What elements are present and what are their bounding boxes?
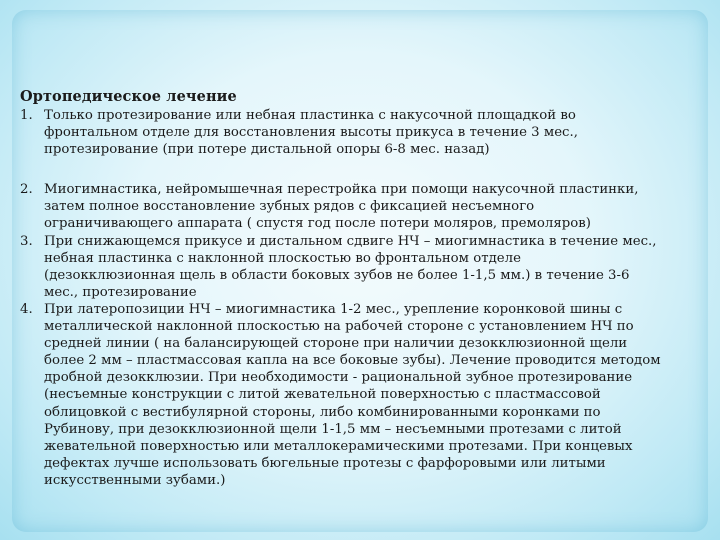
text-line: затем полное восстановление зубных рядов с фиксацией несъемного: [44, 199, 535, 215]
slide-heading: Ортопедическое лечение: [20, 88, 237, 105]
item-text: [44, 107, 692, 158]
text-line: средней линии ( на балансирующей стороне при наличии дезокклюзионной щели: [44, 336, 628, 352]
spacer: [20, 158, 692, 181]
item-number: 3.: [20, 233, 33, 249]
text-line: дробной дезокклюзии. При необходимости - рациональной зубное протезирование: [44, 370, 633, 386]
text-line: Рубинову, при дезокклюзионной щели 1-1,5 мм – несъемными протезами с литой: [44, 421, 622, 437]
list-item-3: [20, 233, 692, 301]
text-line: (несъемные конструкции с литой жевательной поверхностью с пластмассовой: [44, 387, 601, 403]
text-line: (дезокклюзионная щель в области боковых зубов не более 1-1,5 мм.) в течение 3-6: [44, 267, 630, 283]
text-line: дефектах лучше использовать бюгельные протезы с фарфоровыми или литыми: [44, 455, 606, 471]
text-line: При латеропозиции НЧ – миогимнастика 1-2 мес., урепление коронковой шины с: [44, 301, 623, 317]
slide-content: [20, 88, 692, 489]
list-item-4: [20, 301, 692, 489]
text-line: мес., протезирование: [44, 284, 197, 300]
text-line: Только протезирование или небная пластинка с накусочной площадкой во: [44, 108, 576, 123]
item-number: 4.: [20, 301, 33, 317]
text-line: жевательной поверхностью или металлокерамическими протезами. При концевых: [44, 438, 633, 454]
text-line: более 2 мм – пластмассовая капла на все боковые зубы). Лечение проводится методом: [44, 353, 661, 369]
text-line: ограничивающего аппарата ( спустя год после потери моляров, премоляров): [44, 216, 591, 232]
item-number: 1.: [20, 108, 33, 123]
list-item-2: [20, 181, 692, 232]
text-line: облицовкой с вестибулярной стороны, либо комбинированными коронками по: [44, 404, 601, 420]
item-number: 2.: [20, 182, 33, 198]
text-line: металлической наклонной плоскостью на рабочей стороне с установлением НЧ по: [44, 319, 634, 335]
list-item-1: [20, 107, 692, 158]
item-text: [44, 301, 692, 489]
text-line: фронтальном отделе для восстановления высоты прикуса в течение 3 мес.,: [44, 125, 578, 141]
text-line: протезирование (при потере дистальной опоры 6-8 мес. назад): [44, 142, 490, 158]
text-line: При снижающемся прикусе и дистальном сдвиге НЧ – миогимнастика в течение мес.,: [44, 233, 657, 249]
item-text: [44, 233, 692, 301]
item-text: [44, 181, 692, 232]
text-line: Миогимнастика, нейромышечная перестройка при помощи накусочной пластинки,: [44, 182, 639, 198]
text-line: искусственными зубами.): [44, 472, 226, 488]
text-line: небная пластинка с наклонной плоскостью во фронтальном отделе: [44, 250, 521, 266]
